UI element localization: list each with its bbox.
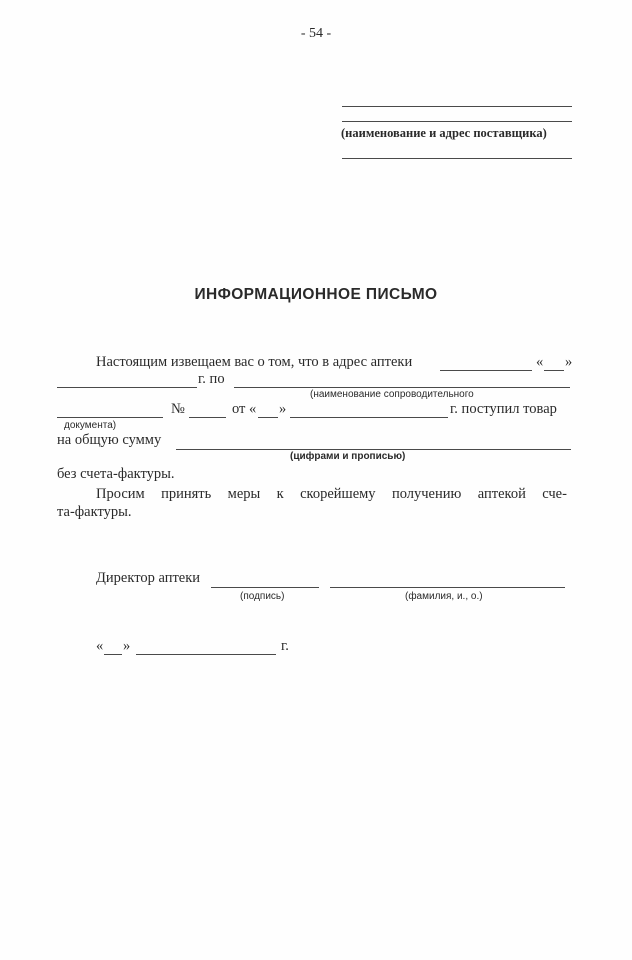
- signature-field: [211, 587, 319, 588]
- date-day-field: [104, 654, 122, 655]
- date-quote-close: »: [123, 638, 131, 654]
- request-word: к: [276, 486, 284, 502]
- quote-open-1: «: [536, 354, 544, 370]
- supplier-line-1: [342, 106, 572, 107]
- month-field-1: [57, 387, 197, 388]
- request-word: скорейшему: [300, 486, 376, 502]
- request-word: меры: [227, 486, 261, 502]
- no-invoice-text: без счета-фактуры.: [57, 466, 175, 482]
- document-number-field: [189, 417, 226, 418]
- intro-text: Настоящим извещаем вас о том, что в адрес аптеки: [96, 354, 413, 370]
- document-name-caption: (наименование сопроводительного: [310, 389, 474, 400]
- year-po-text: г. по: [198, 371, 225, 387]
- supplier-caption: (наименование и адрес поставщика): [341, 126, 547, 140]
- goods-received-text: г. поступил товар: [450, 401, 557, 417]
- request-word: сче-: [542, 486, 567, 502]
- quote-close-2: »: [279, 401, 287, 417]
- director-name-field: [330, 587, 565, 588]
- request-word: Просим: [96, 486, 145, 502]
- director-label: Директор аптеки: [96, 570, 201, 586]
- date-month-field: [136, 654, 276, 655]
- month-field-2: [290, 417, 448, 418]
- date-from-text: от «: [232, 401, 257, 417]
- sum-field: [176, 449, 571, 450]
- pharmacy-name-field: [440, 370, 532, 371]
- page-number: - 54 -: [300, 26, 332, 41]
- day-field-1: [544, 370, 564, 371]
- quote-close-1: »: [565, 354, 573, 370]
- day-field-2: [258, 417, 278, 418]
- request-line-2: та-фактуры.: [57, 504, 132, 520]
- number-sign: №: [171, 401, 185, 417]
- document-title: ИНФОРМАЦИОННОЕ ПИСЬМО: [194, 286, 438, 303]
- document-name-field-2: [57, 417, 163, 418]
- request-line: [96, 486, 567, 503]
- date-year-suffix: г.: [281, 638, 289, 654]
- document-caption-end: документа): [64, 420, 117, 431]
- sum-caption: (цифрами и прописью): [290, 451, 406, 462]
- date-quote-open: «: [96, 638, 104, 654]
- request-word: аптекой: [477, 486, 526, 502]
- document-name-field: [234, 387, 570, 388]
- request-word: принять: [161, 486, 212, 502]
- request-word: получению: [391, 486, 462, 502]
- supplier-line-2: [342, 121, 572, 122]
- name-caption: (фамилия, и., о.): [405, 591, 483, 602]
- signature-caption: (подпись): [240, 591, 285, 602]
- total-sum-text: на общую сумму: [57, 432, 162, 448]
- supplier-line-3: [342, 158, 572, 159]
